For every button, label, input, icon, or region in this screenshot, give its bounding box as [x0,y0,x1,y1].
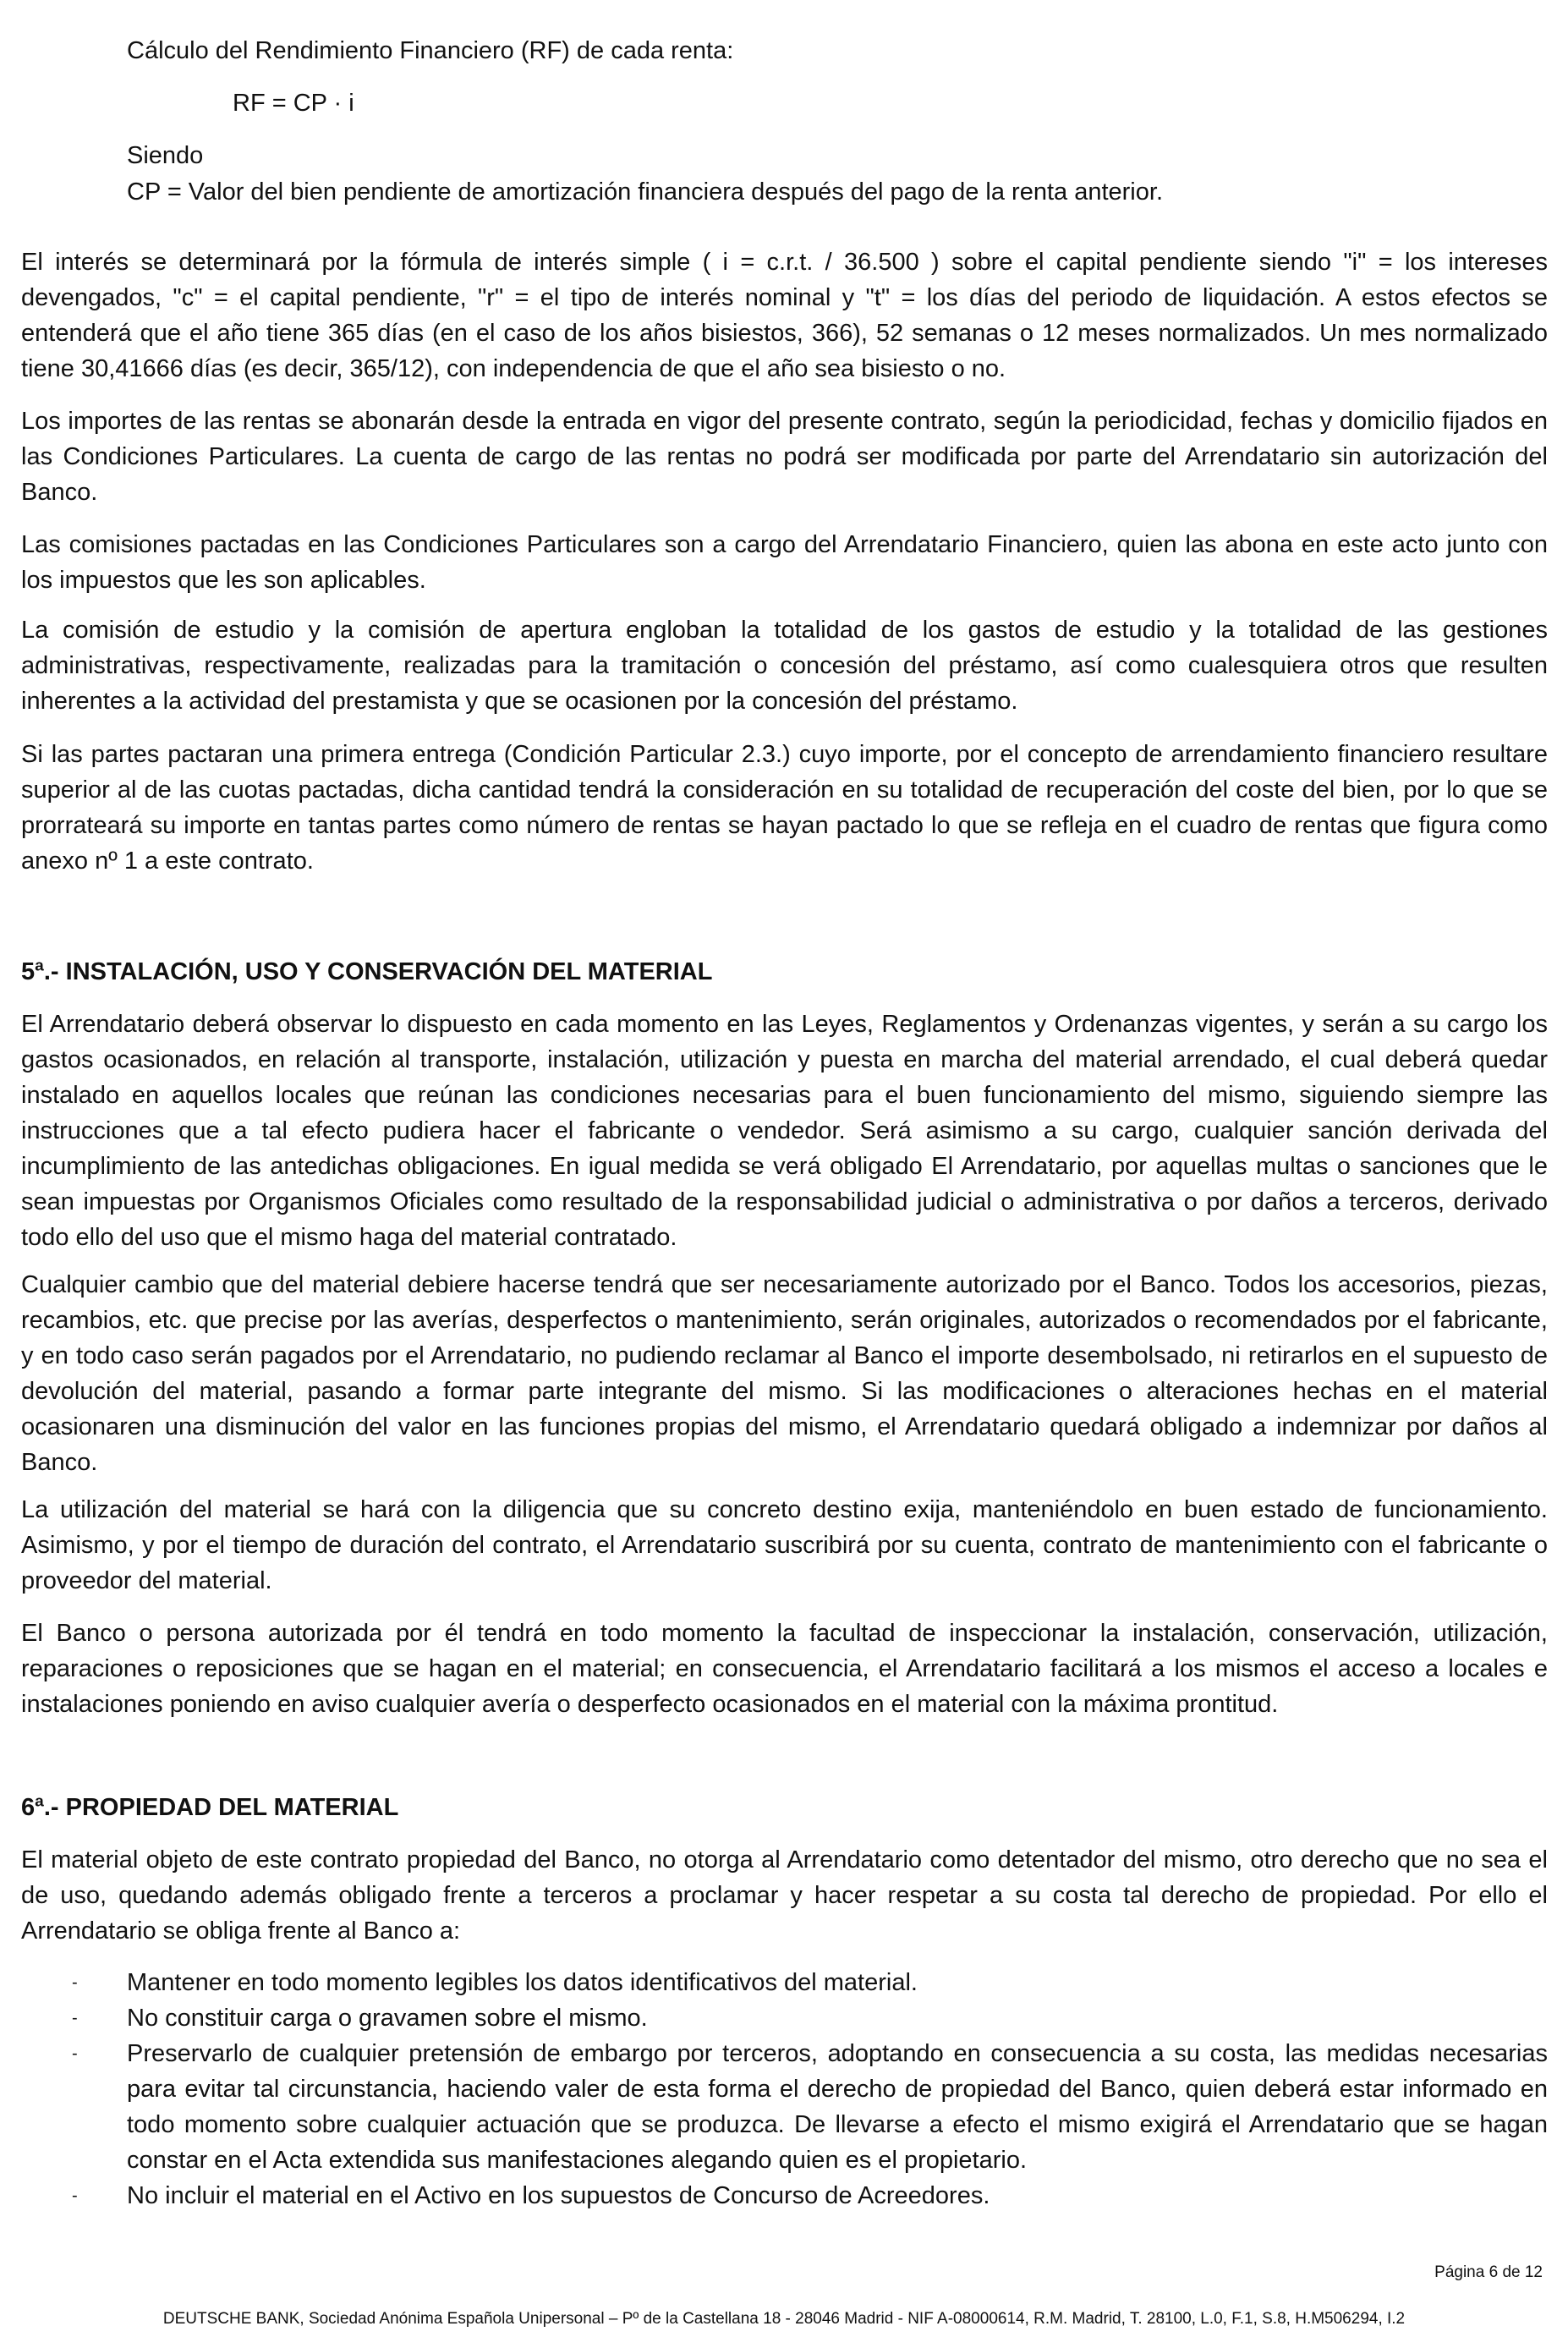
commissions-paragraph: Las comisiones pactadas en las Condiciones Particulares son a cargo del Arrendatario Financiero, quien las abona en este acto junto con los impuestos que les son aplicables. [21,531,1548,594]
section-5-paragraph: El Arrendatario deberá observar lo dispuesto en cada momento en las Leyes, Reglamentos y Ordenanzas vigentes, y serán a su cargo los gastos ocasionados, en relación al transporte, instalación, utilización y puesta en marcha del material arrendado, el cual deberá quedar instalado en aquellos locales que reúnan las condiciones necesarias para el buen funcionamiento del mismo, siguiendo siempre las instrucciones que a tal efecto pudiera hacer el fabricante o vendedor. Será asimismo a su cargo, cualquier sanción derivada del incumplimiento de las antedichas obligaciones. En igual medida se verá obligado El Arrendatario, por aquellas multas o sanciones que le sean impuestas por Organismos Oficiales como resultado de la responsabilidad judicial o administrativa o por daños a terceros, derivado todo ello del uso que el mismo haga del material contratado. [21,1011,1548,1251]
footer-legal: DEUTSCHE BANK, Sociedad Anónima Española Unipersonal – Pº de la Castellana 18 - 28046 Madrid - NIF A-08000614, R.M. Madrid, T. 28100, L.0, F.1, S.8, H.M506294, I.2 [162,2310,1406,2328]
bullet-dash: - [72,2009,78,2027]
obligations-list [21,1965,1548,2214]
list-item-text: No incluir el material en el Activo en los supuestos de Concurso de Acreedores. [127,2182,990,2209]
list-item [21,2000,1548,2036]
interest-paragraph: El interés se determinará por la fórmula de interés simple ( i = c.r.t. / 36.500 ) sobre el capital pendiente siendo "i" = los intereses devengados, "c" = el capital pendiente, "r" = el tipo de interés nominal y "t" = los días del periodo de liquidación. A estos efectos se entenderá que el año tiene 365 días (en el caso de los años bisiestos, 366), 52 semanas o 12 meses normalizados. Un mes normalizado tiene 30,41666 días (es decir, 365/12), con independencia de que el año sea bisiesto o no. [21,249,1548,382]
list-item-text: No constituir carga o gravamen sobre el mismo. [127,2005,648,2032]
section-6-paragraph: El material objeto de este contrato propiedad del Banco, no otorga al Arrendatario como detentador del mismo, otro derecho que no sea el de uso, quedando además obligado frente a terceros a proclamar y hacer respetar a su costa tal derecho de propiedad. Por ello el Arrendatario se obliga frente al Banco a: [21,1846,1548,1945]
bullet-dash: - [72,1973,78,1992]
section-6-heading: 6ª.- PROPIEDAD DEL MATERIAL [21,1794,399,1821]
formula: RF = CP · i [233,90,354,117]
list-item-text: Preservarlo de cualquier pretensión de embargo por terceros, adoptando en consecuencia a su costa, las medidas necesarias para evitar tal circunstancia, haciendo valer de esta forma el derecho de propiedad del Banco, quien deberá estar informado en todo momento sobre cualquier actuación que se produzca. De llevarse a efecto el mismo exigirá el Arrendatario que se hagan constar en el Acta extendida sus manifestaciones alegando quien es el propietario. [127,2040,1548,2174]
list-item [21,2036,1548,2178]
bullet-dash: - [72,2186,78,2205]
section-5-paragraph: Cualquier cambio que del material debiere hacerse tendrá que ser necesariamente autorizado por el Banco. Todos los accesorios, piezas, recambios, etc. que precise por las averías, desperfectos o mantenimiento, serán originales, autorizados o recomendados por el fabricante, y en todo caso serán pagados por el Arrendatario, no pudiendo reclamar al Banco el importe desembolsado, ni retirarlos en el supuesto de devolución del material, pasando a formar parte integrante del mismo. Si las modificaciones o alteraciones hechas en el material ocasionaren una disminución del valor en las funciones propias del mismo, el Arrendatario quedará obligado a indemnizar por daños al Banco. [21,1271,1548,1476]
page-number: Página 6 de 12 [1434,2263,1543,2281]
section-5-paragraph: La utilización del material se hará con la diligencia que su concreto destino exija, manteniéndolo en buen estado de funcionamiento. Asimismo, y por el tiempo de duración del contrato, el Arrendatario suscribirá por su cuenta, contrato de mantenimiento con el fabricante o proveedor del material. [21,1496,1548,1594]
bullet-dash: - [72,2044,78,2063]
calc-title: Cálculo del Rendimiento Financiero (RF) de cada renta: [127,37,734,64]
cp-definition: CP = Valor del bien pendiente de amortización financiera después del pago de la renta anterior. [127,178,1163,206]
list-item [21,1965,1548,2000]
siendo-label: Siendo [127,142,204,169]
list-item-text: Mantener en todo momento legibles los datos identificativos del material. [127,1969,918,1996]
section-5-heading: 5ª.- INSTALACIÓN, USO Y CONSERVACIÓN DEL MATERIAL [21,958,713,985]
list-item [21,2178,1548,2214]
study-commission-paragraph: La comisión de estudio y la comisión de apertura engloban la totalidad de los gastos de estudio y la totalidad de las gestiones administrativas, respectivamente, realizadas para la tramitación o concesión del préstamo, así como cualesquiera otros que resulten inherentes a la actividad del prestamista y que se ocasionen por la concesión del préstamo. [21,617,1548,715]
section-5-paragraph: El Banco o persona autorizada por él tendrá en todo momento la facultad de inspeccionar la instalación, conservación, utilización, reparaciones o reposiciones que se hagan en el material; en consecuencia, el Arrendatario facilitará a los mismos el acceso a locales e instalaciones poniendo en aviso cualquier avería o desperfecto ocasionados en el material con la máxima prontitud. [21,1620,1548,1718]
payments-paragraph: Los importes de las rentas se abonarán desde la entrada en vigor del presente contrato, según la periodicidad, fechas y domicilio fijados en las Condiciones Particulares. La cuenta de cargo de las rentas no podrá ser modificada por parte del Arrendatario sin autorización del Banco. [21,408,1548,506]
first-payment-paragraph: Si las partes pactaran una primera entrega (Condición Particular 2.3.) cuyo importe, por el concepto de arrendamiento financiero resultare superior al de las cuotas pactadas, dicha cantidad tendrá la consideración en su totalidad de recuperación del coste del bien, por lo que se prorrateará su importe en tantas partes como número de rentas se hayan pactado lo que se refleja en el cuadro de rentas que figura como anexo nº 1 a este contrato. [21,741,1548,875]
